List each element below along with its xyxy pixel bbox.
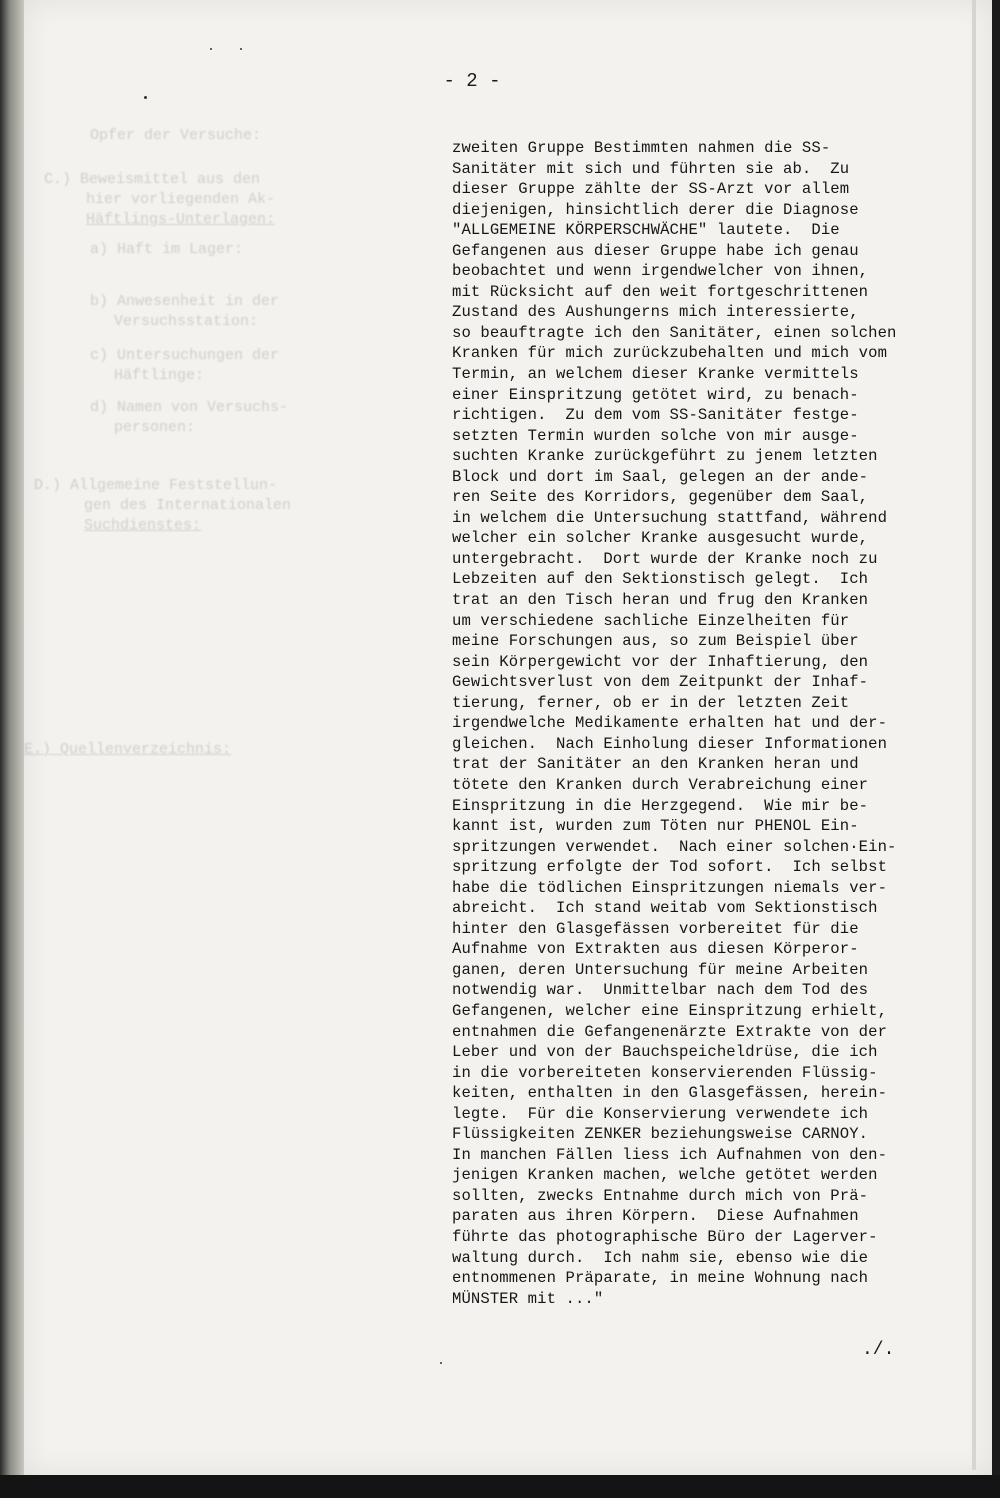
body-line: zweiten Gruppe Bestimmten nahmen die SS- [452, 139, 831, 157]
bleed-through-line: C.) Beweismittel aus den [44, 171, 261, 188]
dust-speck [144, 96, 147, 99]
body-line: Einspritzung in die Herzgegend. Wie mir be- [452, 796, 869, 815]
body-line: trat der Sanitäter an den Kranken heran und [452, 755, 859, 774]
bleed-through-line: gen des Internationalen [84, 497, 292, 514]
body-line: in die vorbereiteten konservierenden Flüssig- [452, 1063, 878, 1082]
body-line: Lebzeiten auf den Sektionstisch gelegt. Ich [452, 570, 869, 589]
bleed-through-line: hier vorliegenden Ak- [86, 191, 276, 208]
body-line: führte das photographische Büro der Lagerver- [452, 1227, 878, 1246]
bleed-through-line: personen: [114, 419, 196, 436]
body-line: Aufnahme von Extrakten aus diesen Körperor- [452, 940, 859, 959]
body-line: dieser Gruppe zählte der SS-Arzt vor allem [452, 180, 850, 199]
body-line: Kranken für mich zurückzubehalten und mich vom [452, 344, 888, 363]
bleed-through-line: Versuchsstation: [114, 313, 259, 330]
body-line: Leber und von der Bauchspeicheldrüse, die ich [452, 1043, 878, 1062]
body-line: abreicht. Ich stand weitab vom Sektionstisch [452, 899, 878, 918]
body-line: Gewichtsverlust von dem Zeitpunkt der Inhaf- [452, 673, 869, 692]
bleed-through-line: Häftlinge: [114, 367, 205, 384]
dust-speck [210, 48, 212, 50]
body-line: entnommenen Präparate, in meine Wohnung nach [452, 1269, 869, 1288]
body-line: Gefangenen aus dieser Gruppe habe ich genau [452, 241, 859, 260]
body-line: beobachtet und wenn irgendwelcher von ihnen, [452, 262, 869, 281]
body-line: mit Rücksicht auf den weit fortgeschrittenen [452, 282, 869, 301]
body-line: sein Körpergewicht vor der Inhaftierung, den [452, 652, 869, 671]
body-line: tötete den Kranken durch Verabreichung einer [452, 775, 869, 794]
body-line: waltung durch. Ich nahm sie, ebenso wie die [452, 1248, 869, 1267]
bleed-through-line: Häftlings-Unterlagen: [86, 211, 276, 228]
document-page [24, 0, 992, 1475]
body-line: um verschiedene sachliche Einzelheiten für [452, 611, 850, 630]
body-line: spritzung erfolgte der Tod sofort. Ich selbst [452, 858, 888, 877]
body-line: habe die tödlichen Einspritzungen niemals ver- [452, 878, 888, 897]
body-line: Block und dort im Saal, gelegen an der ande- [452, 467, 869, 486]
dust-speck [440, 1362, 442, 1364]
body-line: kannt ist, wurden zum Töten nur PHENOL Ein- [452, 817, 859, 836]
continuation-mark: ./. [862, 1340, 895, 1360]
bleed-through-line: a) Haft im Lager: [90, 241, 244, 258]
body-line: Zustand des Aushungerns mich interessierte, [452, 303, 859, 322]
body-line: richtigen. Zu dem vom SS-Sanitäter festge- [452, 406, 859, 425]
bleed-through-line: c) Untersuchungen der [90, 347, 280, 364]
body-line: In manchen Fällen liess ich Aufnahmen von den- [452, 1145, 888, 1164]
bleed-through-line: Suchdienstes: [84, 517, 202, 534]
body-line: welcher ein solcher Kranke ausgesucht wurde, [452, 529, 869, 548]
body-line: paraten aus ihren Körpern. Diese Aufnahmen [452, 1207, 859, 1226]
scan-background [0, 1475, 1000, 1498]
body-line: MÜNSTER mit ..." [452, 1289, 604, 1308]
dust-speck [240, 48, 242, 50]
body-line: setzten Termin wurden solche von mir ausge- [452, 426, 859, 445]
bleed-through-line: b) Anwesenheit in der [90, 293, 280, 310]
body-line: entnahmen die Gefangenenärzte Extrakte von der [452, 1022, 888, 1041]
body-line: keiten, enthalten in den Glasgefässen, herein- [452, 1084, 888, 1103]
bleed-through-line: E.) Quellenverzeichnis: [24, 741, 232, 758]
body-line: Termin, an welchem dieser Kranke vermittels [452, 365, 859, 384]
bleed-through-line: Opfer der Versuche: [90, 127, 262, 144]
page-number: - 2 - [443, 70, 501, 92]
body-line: diejenigen, hinsichtlich derer die Diagnose [452, 200, 859, 219]
body-line: gleichen. Nach Einholung dieser Informationen [452, 734, 888, 753]
body-line: ganen, deren Untersuchung für meine Arbeiten [452, 960, 869, 979]
body-line: ren Seite des Korridors, gegenüber dem Saal, [452, 488, 869, 507]
body-line: jenigen Kranken machen, welche getötet werden [452, 1166, 878, 1185]
binding-fold [0, 0, 24, 1498]
body-line: irgendwelche Medikamente erhalten hat und der- [452, 714, 888, 733]
body-line: untergebracht. Dort wurde der Kranke noch zu [452, 549, 878, 568]
body-line: meine Forschungen aus, so zum Beispiel über [452, 632, 859, 651]
body-line: sollten, zwecks Entnahme durch mich von Prä- [452, 1186, 869, 1205]
body-line: tierung, ferner, ob er in der letzten Zeit [452, 693, 850, 712]
body-line: in welchem die Untersuchung stattfand, während [452, 508, 888, 527]
page-edge [972, 0, 976, 1470]
body-line: trat an den Tisch heran und frug den Kranken [452, 591, 869, 610]
body-line: legte. Für die Konservierung verwendete ich [452, 1104, 869, 1123]
bleed-through-line: d) Namen von Versuchs- [90, 399, 289, 416]
typed-body-text [452, 138, 982, 1309]
body-line: Flüssigkeiten ZENKER beziehungsweise CARNOY. [452, 1125, 869, 1144]
body-line: so beauftragte ich den Sanitäter, einen solchen [452, 323, 897, 342]
body-line: suchten Kranke zurückgeführt zu jenem letzten [452, 447, 878, 466]
bleed-through-line: D.) Allgemeine Feststellun- [34, 477, 278, 494]
body-line: spritzungen verwendet. Nach einer solchen·Ein- [452, 837, 897, 856]
body-line: Gefangenen, welcher eine Einspritzung erhielt, [452, 1001, 888, 1020]
body-line: Sanitäter mit sich und führten sie ab. Zu [452, 159, 850, 178]
body-line: hinter den Glasgefässen vorbereitet für die [452, 919, 859, 938]
body-line: einer Einspritzung getötet wird, zu benach- [452, 385, 859, 404]
body-line: "ALLGEMEINE KÖRPERSCHWÄCHE" lautete. Die [452, 221, 840, 240]
body-line: notwendig war. Unmittelbar nach dem Tod des [452, 981, 869, 1000]
